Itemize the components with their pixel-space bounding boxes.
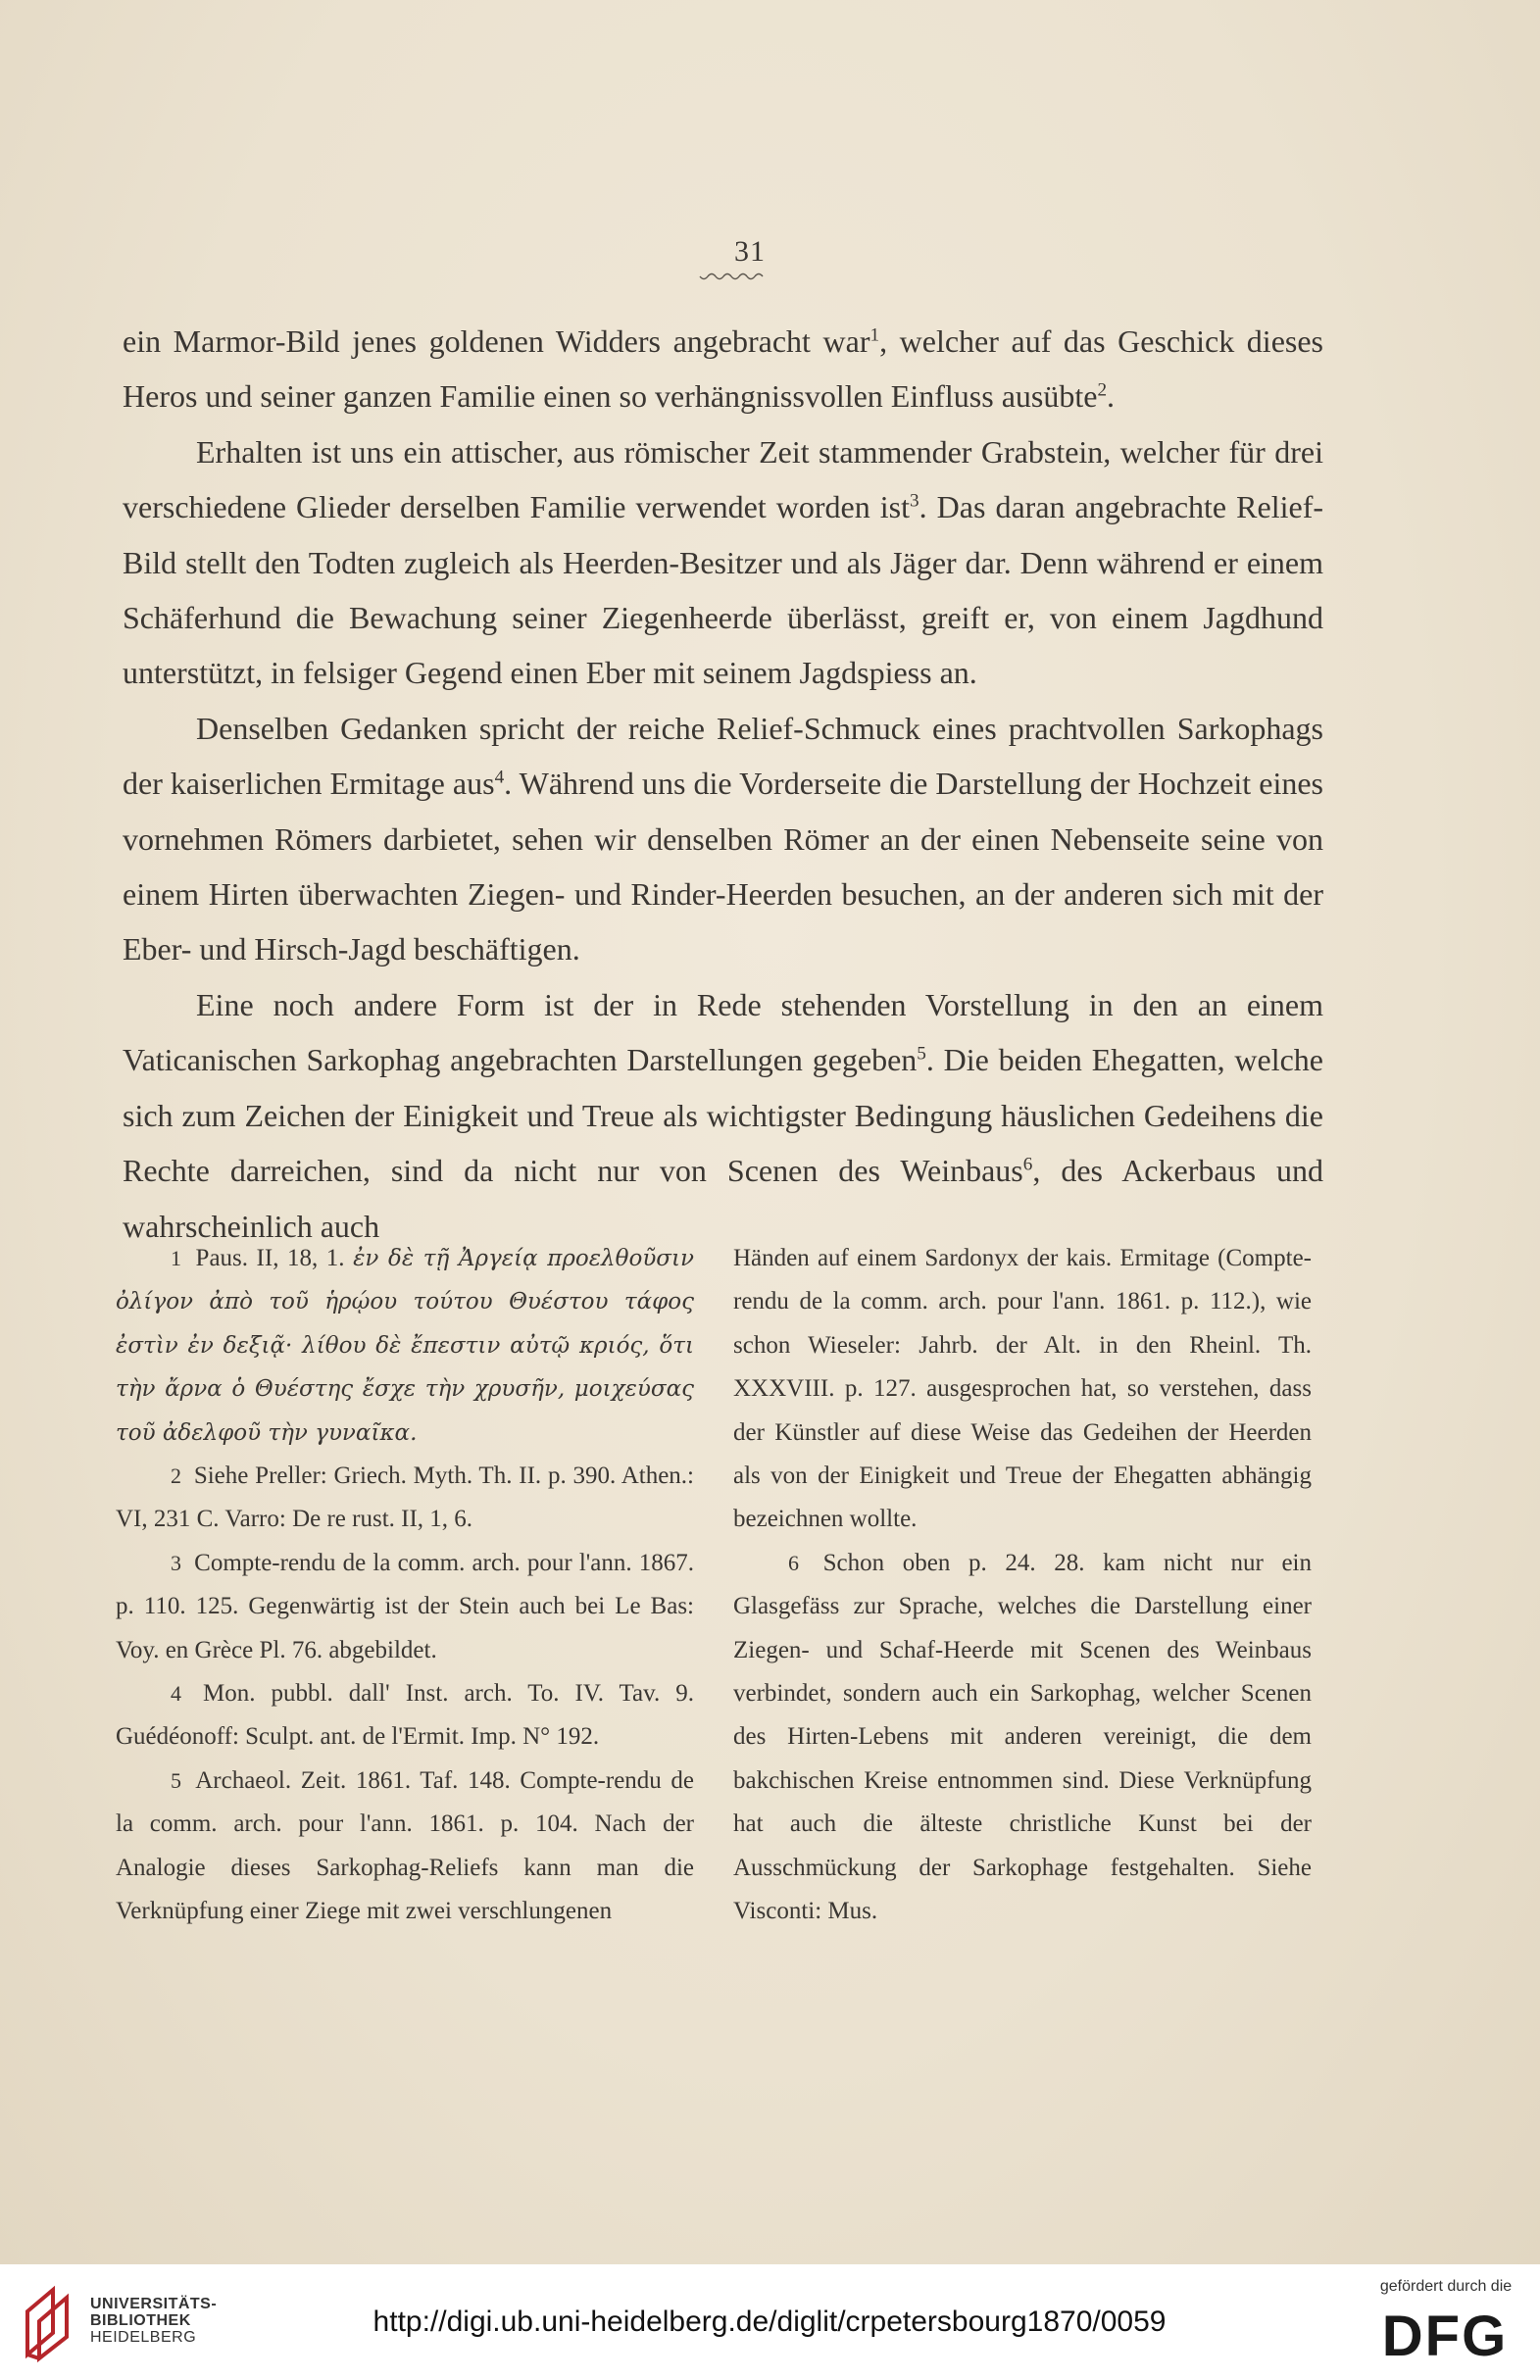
paragraph-4: Eine noch andere Form ist der in Rede stehenden Vorstellung in den an einem Vaticanischen Sarkophag angebrachten Darstellungen gegeben$^5$. Die beiden Ehegatten, welche sich zum Zeichen der Einigkeit und Treue als wichtigster Bedingung häuslichen Gedeihens die Rechte darreichen, sind da nicht nur von Scenen des Weinbaus$^6$, des Ackerbaus und wahrscheinlich auch [123,986,1324,1244]
footnote-number: 2 [171,1463,181,1489]
footnote-number: 6 [788,1550,799,1575]
university-library-name[interactable] [90,2296,217,2346]
footnote-number: 1 [171,1246,181,1270]
footnote-5-text: Archaeol. Zeit. 1861. Taf. 148. Compte-rendu de la comm. arch. pour l'ann. 1861. p. 104. Nach der Analogie dieses Sarkophag-Reliefs kann man die Verknüpfung einer Ziege mit zwei verschlungenen [116,1766,695,1925]
university-library-logo-icon[interactable] [20,2282,80,2362]
footnote-marker: 4 [494,767,505,788]
library-name-line-3: HEIDELBERG [90,2329,197,2346]
paragraph-2: Erhalten ist uns ein attischer, aus römischer Zeit stammender Grabstein, welcher für drei verschiedene Glieder derselben Familie verwendet worden ist$^3$. Das daran angebrachte Relief-Bild stellt den Todten zugleich als Heerden-Besitzer und als Jäger dar. Denn während er einem Schäferhund die Bewachung seiner Ziegenheerde überlässt, greift er, von einem Jagdhund unterstützt, in felsiger Gegend einen Eber mit seinem Jagdspiess an. [123,433,1324,691]
footnote-3-text: Compte-rendu de la comm. arch. pour l'ann. 1867. p. 110. 125. Gegenwärtig ist der Stein auch bei Le Bas: Voy. en Grèce Pl. 76. abgebildet. [116,1549,694,1663]
dfg-logo[interactable]: DFG [1381,2305,1509,2368]
footnote-4 [116,1672,694,1760]
footnote-number: 4 [171,1681,181,1707]
footnote-marker: 1 [869,324,880,346]
footnote-marker: 2 [1097,379,1108,401]
permalink-url[interactable]: http://digi.ub.uni-heidelberg.de/diglit/crpetersbourg1870/0059 [373,2306,1167,2338]
footnote-1 [116,1237,694,1455]
footnote-1-text: Paus. II, 18, 1. ἐν δὲ τῇ Ἀργείᾳ προελθοῦσιν ὀλίγον ἀπὸ τοῦ ἡρῴου τούτου Θυέστου τάφος ἐστὶν ἐν δεξιᾷ· λίθου δὲ ἔπεστιν αὐτῷ κριός, ὅτι τὴν ἄρνα ὁ Θυέστης ἔσχε τὴν χρυσῆν, μοιχεύσας τοῦ ἀδελφοῦ τὴν γυναῖκα. [116,1245,695,1446]
footnote-marker: 6 [1022,1154,1033,1175]
digitization-footer [0,2264,1540,2380]
library-name-line-1: UNIVERSITÄTS- [90,2296,218,2312]
footnote-5 [116,1760,694,1934]
footnotes-right-column [733,1237,1312,1934]
footnote-number: 5 [171,1767,181,1793]
paragraph-1: ein Marmor-Bild jenes goldenen Widders angebracht war$^1$, welcher auf das Geschick dieses Heros und seiner ganzen Familie einen so verhängnissvollen Einfluss ausübte$^2$. [123,323,1324,415]
footnote-marker: 3 [910,490,919,512]
funding-label: gefördert durch die [1379,2278,1513,2295]
footnote-number: 3 [171,1550,181,1575]
footnote-5-continuation: Händen auf einem Sardonyx der kais. Ermitage (Compte-rendu de la comm. arch. pour l'ann. 1861. p. 112.), wie schon Wieseler: Jahrb. der Alt. in den Rheinl. Th. XXXVIII. p. 127. ausgesprochen hat, so verstehen, dass der Künstler auf diese Weise das Gedeihen der Heerden als von der Einigkeit und Treue der Ehegatten abhängig bezeichnen wollte. [733,1245,1312,1533]
page-number: 31 [734,235,766,268]
footnote-4-text: Mon. pubbl. dall' Inst. arch. To. IV. Tav. 9. Guédéonoff: Sculpt. ant. de l'Ermit. Imp. N° 192. [116,1680,695,1751]
footnote-6 [733,1542,1312,1934]
library-name-line-2: BIBLIOTHEK [90,2312,191,2329]
footnotes-left-column [116,1237,694,1934]
footnote-marker: 5 [917,1043,926,1065]
footnote-2 [116,1455,694,1542]
main-text [123,314,1323,1254]
footnote-2-text: Siehe Preller: Griech. Myth. Th. II. p. 390. Athen.: VI, 231 C. Varro: De re rust. II, 1, 6. [116,1463,694,1533]
footnote-3 [116,1542,694,1672]
greek-quotation: ἐν δὲ τῇ Ἀργείᾳ προελθοῦσιν ὀλίγον ἀπὸ τοῦ ἡρῴου τούτου Θυέστου τάφος ἐστὶν ἐν δεξιᾷ· λίθου δὲ ἔπεστιν αὐτῷ κριός, ὅτι τὴν ἄρνα ὁ Θυέστης ἔσχε τὴν χρυσῆν, μοιχεύσας τοῦ ἀδελφοῦ τὴν γυναῖκα. [116,1246,695,1446]
footnote-6-text: Schon oben p. 24. 28. kam nicht nur ein Glasgefäss zur Sprache, welches die Darstellung einer Ziegen- und Schaf-Heerde mit Scenen des Weinbaus verbindet, sondern auch ein Sarkophag, welcher Scenen des Hirten-Lebens mit anderen vereinigt, die dem bakchischen Kreise entnommen sind. Diese Verknüpfung hat auch die älteste christliche Kunst bei der Ausschmückung der Sarkophage festgehalten. Siehe Visconti: Mus. [733,1549,1312,1925]
ornament-squiggle [698,273,767,282]
paragraph-3: Denselben Gedanken spricht der reiche Relief-Schmuck eines prachtvollen Sarkophags der kaiserlichen Ermitage aus$^4$. Während uns die Vorderseite die Darstellung der Hochzeit eines vornehmen Römers darbietet, sehen wir denselben Römer an der einen Nebenseite seine von einem Hirten überwachten Ziegen- und Rinder-Heerden besuchen, an der anderen sich mit der Eber- und Hirsch-Jagd beschäftigen. [123,710,1324,967]
